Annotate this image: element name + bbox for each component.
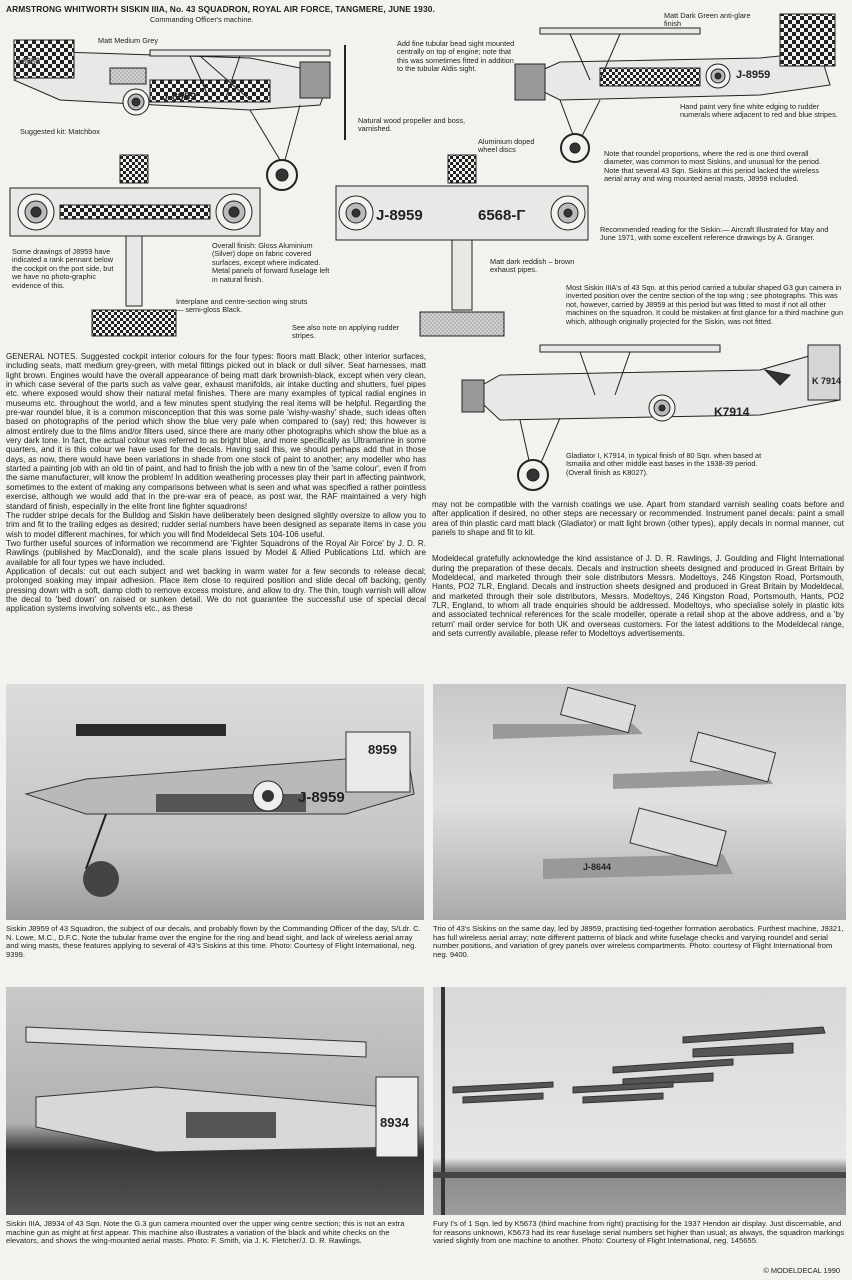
general-notes-para-4: Application of decals: cut out each subject and wet backing in warm water for a few seconds to release decal; prolonged soaking may impair adhesion. Place item close to required position and slide decal off backing, gently pressing down with a soft, damp cloth to remove excess moisture, and allow to dry. The thin, tough varnish will allow the decal to 'bed down' on raised or sunken detail. We do not guarantee the successful use of special decal application systems involving solvents etc., as these — [6, 566, 426, 614]
starboard-serial-label: J-8959 — [736, 69, 771, 81]
underwing-serial-left: J-8959 — [376, 207, 423, 224]
photo3-caption: Siskin IIIA, J8934 of 43 Sqn. Note the G.3 gun camera mounted over the upper wing centre section; this is not an extra machine gun as might at first appear. This machine also illustrates a variation of the black and white checks on the elevators, and shows the wing-mounted aerial masts. Photo: F. Smith, via J. K. Fletcher/J. D. R. Rawlings. — [6, 1219, 405, 1246]
note-rudder-stripes: See also note on applying rudder stripes. — [292, 323, 400, 341]
side-rudder-serial: J 8959 — [16, 57, 41, 66]
note-exhaust: Matt dark reddish – brown exhaust pipes. — [490, 257, 575, 275]
note-rudder-edging: Hand paint very fine white edging to rudder numerals where adjacent to red and blue stripes. — [680, 102, 838, 120]
note-wheel-discs: Aluminium doped wheel discs — [478, 137, 535, 155]
note-roundel: Note that roundel proportions, where the red is one third overall diameter, was common to most Siskins, and unusual for the period. Note that several 43 Sqn. Siskins at this period lacked the wireless aerial array and wing mounted aerial masts, J8959 included. — [604, 149, 821, 184]
general-notes-para-1: GENERAL NOTES. Suggested cockpit interior colours for the four types: floors matt Black; other interior surfaces, including seats, matt medium grey-green, with metal fittings picked out in black or dull silver. Seat harnesses, matt light brown. Engines would have the overall appearance of being matt dark brownish-black, except when very clean, in which case several of the parts such as valve gear, exhaust manifolds, air intake ducting and shutters, fuel pipes etc. where exposed would show their natural metal finishes. There are many examples of typical radial engines in museums etc. throughout the world, and a few minutes spent studying the real items will be helpful. Regarding the pre-war roundel blue, it is a common misconception that this was some pale 'wishy-washy' shade, such ideas often based on photographs of the period which show the blue very pale when compared to (say) red; this however is almost entirely due to the films and/or filters used, since there are many other photographs which show the blue as a very dark tone. In fact, the actual colour was referred to as bright blue, and more specifically as Ultramarine in some quarters, and it is this colour we have used for the decals. Having said this, we should perhaps add that in those days, as now, there would have been variations in shade from one stock of paint to another; any modeller who has started a painting job with an old tin of paint, and had to finish the job with a new tin of the 'same colour', even if from the same manufacturer, will know the problem! In addition weathering processes play their part in affecting paintwork, sometimes to the extent of making any comparisons between what is seen and what was specified a rather pointless exercise, although we would add that in the pre-war era of peace, as post war, the RAF maintained a very high standard of finish, especially in the elite front line fighter squadrons! — [6, 352, 426, 511]
general-notes — [6, 352, 426, 614]
page-subtitle: Commanding Officer's machine. — [150, 15, 254, 24]
photo1-serial: J-8959 — [298, 789, 345, 806]
note-gun-sight: Add fine tubular bead sight mounted centrally on top of engine; note that this was sometimes fitted in addition to the tubular Aldis sight. — [397, 39, 515, 74]
note-reading: Recommended reading for the Siskin:— Aircraft Illustrated for May and June 1971, with some excellent reference drawings by A. Granger. — [600, 225, 829, 243]
underwing-serial-right: 6568-Γ — [478, 207, 526, 224]
siskin-plan-under-view — [336, 155, 588, 336]
photo1-rudder-serial: 8959 — [368, 742, 397, 757]
side-serial-label: J-8959 — [162, 91, 197, 103]
copyright: © MODELDECAL 1990 — [763, 1266, 840, 1275]
photo-siskin-j8934 — [6, 987, 424, 1215]
acknowledgements: Modeldecal gratefully acknowledge the kind assistance of J. D. R. Rawlings, J. Goulding and Flight International during the preparation of these decals. Decals and instruction sheets designed and produced in Great Britain by Modeldecal, and marketed through their sole distributors Messrs. Modeltoys, 246 Kingston Road, Portsmouth, Hants, PO2 7LR, England. Decals and instruction sheets designed and produced in Great Britain by Modeldecal, and marketed through their sole distributors, Messrs. Modeltoys, 246 Kingston Road, Portsmouth, Hants, PO2 7LR, England, to whom all trade enquiries should be addressed. Modeltoys, who specialise solely in plastic kits and associated technical references for the scale modeller, operate a retail shop at the above address, and a 'by return' mail order service for both UK and overseas customers. For the latest additions to the Modeldecal range, and sets currently available, please refer to Modeltoys advertisements. — [432, 554, 844, 639]
gladiator-serial-label: K7914 — [714, 405, 750, 419]
right-column-text — [432, 500, 844, 638]
photo2-caption: Trio of 43's Siskins on the same day, led by J8959, practising tied-together formation aerobatics. Furthest machine, J9321, has full wireless aerial array; note different patterns of black and white fuselage checks and varying roundel and serial number positions, and variation of grey panels over wireless compartments. Photo: courtesy of Flight International from neg. 9400. — [433, 924, 844, 960]
photo4-caption: Fury I's of 1 Sqn. led by K5673 (third machine from right) practising for the 1937 Hendon air display. Just discernable, and for reasons unknown, K5673 had its rear fuselage serial numbers set higher than usual; as always, the squadron markings varied slightly from one machine to another. Photo: Courtesy of Flight International, neg. 145655. — [433, 1219, 845, 1246]
siskin-side-view — [14, 40, 345, 190]
note-suggested-kit: Suggested kit: Matchbox — [20, 127, 100, 136]
photo2-serial: J-8644 — [583, 862, 612, 872]
note-pennant: Some drawings of J8959 have indicated a rank pennant below the cockpit on the port side, but we have no photo-graphic evidence of this. — [12, 247, 114, 290]
photo-siskin-trio — [433, 684, 846, 920]
photo-fury-formation — [433, 987, 846, 1215]
photo-siskin-j8959 — [6, 684, 424, 920]
note-propeller: Natural wood propeller and boss, varnished. — [358, 116, 466, 134]
note-struts: Interplane and centre-section wing struts — semi-gloss Black. — [176, 297, 308, 315]
photo1-caption: Siskin J8959 of 43 Squadron, the subject of our decals, and probably flown by the Commanding Officer of the day, S/Ldr. C. N. Lowe, M.C., D.F.C. Note the tubular frame over the engine for the ring and bead sight, and lack of wireless aerial array and wing masts, these features applying to several of 43's Siskins at this time. Photo: Courtesy of Flight International, neg. 9399. — [6, 924, 421, 960]
photo3-serial: 8934 — [380, 1115, 409, 1130]
right-column-para-1: may not be compatible with the varnish coatings we use. Apart from standard varnish sealing coats before and after application if desired, no other steps are necessary or recommended. Instrument panel decals: paint a small area of thin plastic card matt black (Gladiator) or matt light brown (other types), apply decals in normal manner, cut panels to shape and fit to kit. — [432, 500, 844, 538]
page-title: ARMSTRONG WHITWORTH SISKIN IIIA, No. 43 SQUADRON, ROYAL AIR FORCE, TANGMERE, JUNE 1930. — [6, 4, 435, 14]
siskin-side-view-starboard — [515, 11, 835, 162]
gladiator-rudder-label: K 7914 — [812, 376, 842, 386]
general-notes-para-3: Two further useful sources of information we recommend are 'Fighter Squadrons of the Royal Air Force' by J. D. R. Rawlings (published by MacDonald), and the scale plans issued by Model & Allied Publications Ltd. which are available for all four types we have included. — [6, 538, 426, 567]
note-gun-camera: Most Siskin IIIA's of 43 Sqn. at this period carried a tubular shaped G3 gun camera in inverted position over the centre section of the top wing ; see photographs. This was not, however, carried by J8959 at this period but was fitted to most if not all other machines on the squadron. It could be mistaken at first glance for a third machine gun which, although originally projected for the Siskin, was not fitted. — [566, 283, 844, 326]
note-overall-finish: Overall finish: Gloss Aluminium (Silver) dope on fabric covered surfaces, except where indicated. Metal panels of forward fuselage left in natural finish. — [212, 241, 330, 284]
general-notes-para-2: The rudder stripe decals for the Bulldog and Siskin have deliberately been designed slightly oversize to allow you to trim and fit to the trailing edges as desired; rudder serial numbers have been designed as separate items in case you wish to model different machines, for which you will find Modeldecal Sets 104-106 useful. — [6, 510, 426, 539]
note-gladiator: Gladiator I, K7914, in typical finish of 80 Sqn. when based at Ismailia and other middle east bases in the 1938-39 period. (Overall finish as K8027). — [566, 451, 762, 477]
note-matt-medium-grey: Matt Medium Grey — [98, 36, 159, 45]
note-anti-glare: Matt Dark Green anti-glare finish — [664, 11, 751, 29]
